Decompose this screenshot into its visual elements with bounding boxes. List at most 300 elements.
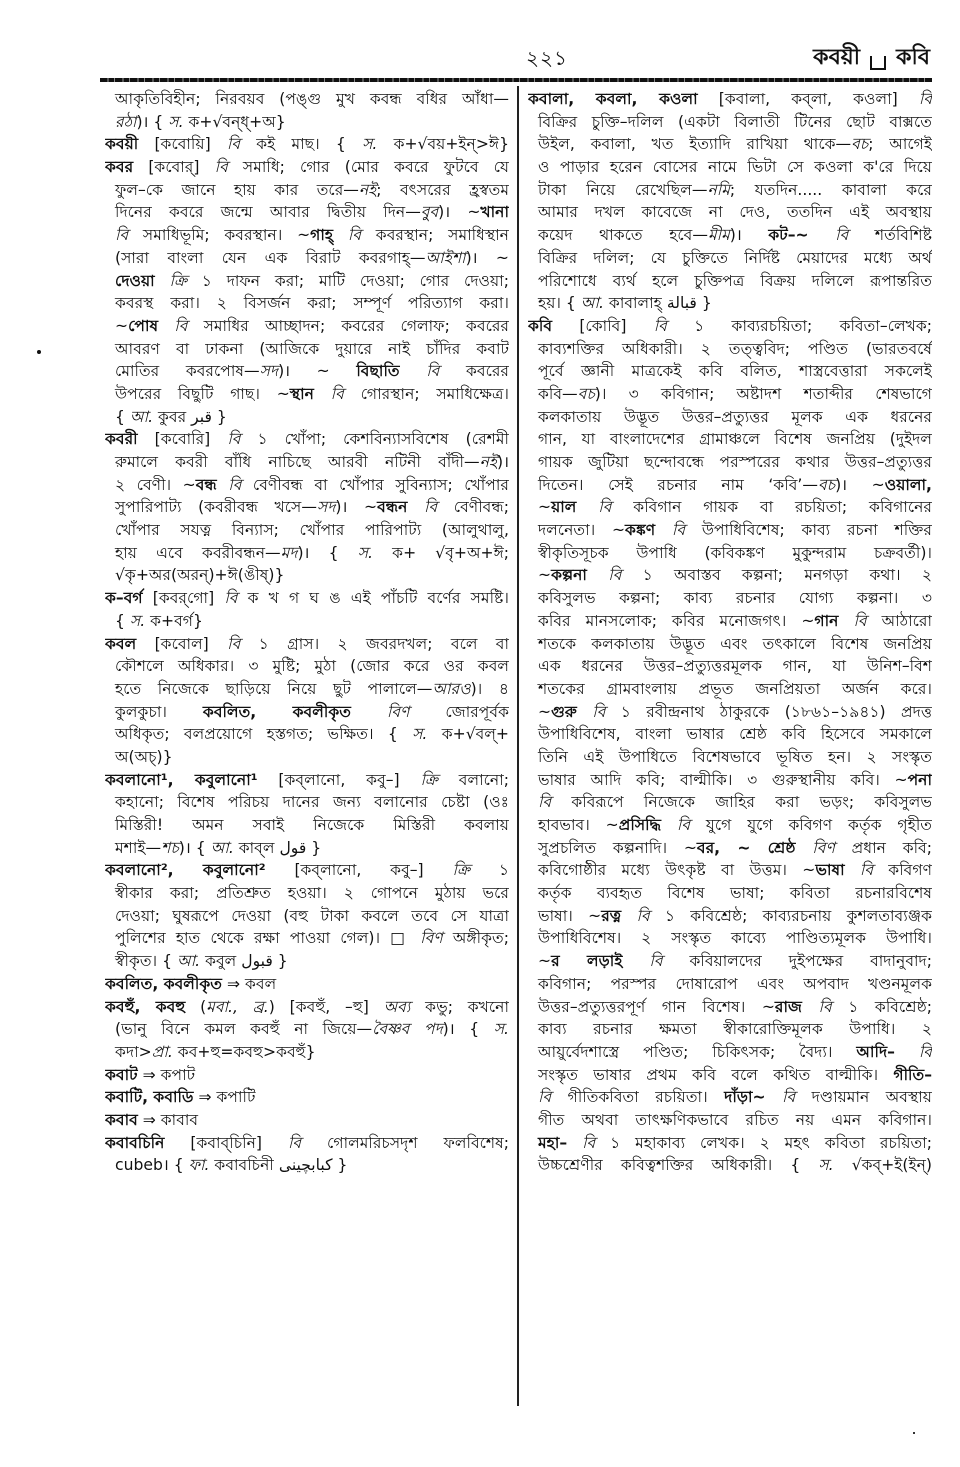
headword: কবলানো², কবুলানো² [105,861,266,880]
definition-text: সমাধিভূমি; কবরস্থান। ~ [128,226,311,245]
dictionary-line [105,179,509,202]
dictionary-line [528,701,932,724]
definition-text: তিনি এই উপাধিতে বিশেষভাবে ভূষিত হন। ২ সংস্কৃত [538,747,932,766]
definition-text: [কবর্‌গো] [142,589,225,608]
headword: দাঁড়া~ [724,1088,766,1107]
italic-label: নই [358,180,377,199]
headword: কবল [105,634,137,653]
definition-text: ক+ √বৃ+অ+ঈ; [373,543,509,562]
dictionary-line [528,542,932,565]
italic-label: স. [357,543,373,562]
italic-label: বুব [420,203,439,222]
italic-label: স. [818,1156,834,1175]
headword: কবলানো¹, কবুলানো¹ [105,770,258,789]
dictionary-line [528,338,932,361]
dictionary-line [105,814,509,837]
italic-label: বি [287,1133,302,1152]
headword: কবাব [105,1110,138,1129]
headword: কবাট [105,1065,138,1084]
definition-text: ) [কবহুঁ, –হু] [268,997,384,1016]
dictionary-line [105,406,509,429]
dictionary-line [528,655,932,678]
definition-text: কদা> [115,1042,152,1061]
definition-text: ২ বেণী। ~ [115,475,196,494]
headword: দেওয়া [115,271,155,290]
italic-label: অব্য [383,997,411,1016]
definition-text: )। { [442,1020,494,1039]
dictionary-line [528,247,932,270]
definition-text: আকৃতিবিহীন; নিরবয়ব (পঙ্গু মুখ কবন্ধ বধির আঁধা— [115,90,509,108]
definition-text: আয়ুর্বেদশাস্ত্রে পণ্ডিত; চিকিৎসক; বৈদ্য। [538,1042,857,1061]
dictionary-line [528,156,932,179]
definition-text: প্রধান কবি; [834,838,932,857]
italic-label: বচ [817,475,836,494]
page-number: ২২১ [526,46,568,70]
definition-text: ~ [115,316,129,335]
italic-label: স. [493,1020,509,1039]
italic-label: মদ [280,543,298,562]
dictionary-line [105,633,509,656]
dictionary-line [105,905,509,928]
dictionary-line [528,428,932,451]
definition-text: উত্তর–প্রত্যুত্তরপূর্ণ গান বিশেষ। ~ [538,997,775,1016]
definition-text: ~ [538,702,552,721]
italic-label: বি [227,430,241,449]
definition-text: ⇒ কপাটি [193,1088,256,1107]
italic-label: আ. [210,838,234,857]
definition-text: জোরপূর্বক [409,702,509,721]
dictionary-line [528,950,932,973]
dictionary-line [528,179,932,202]
definition-text: ভাষা। ~ [538,906,602,925]
definition-text: ১ কবিশ্রেষ্ঠ; [831,997,932,1016]
definition-text: সুপারিপাট্য (কবরীবন্ধ খসে— [115,498,317,517]
italic-label: ক্রি [420,770,438,789]
definition-text: [কবোরি] [137,430,228,449]
definition-text: ১ খোঁপা; কেশবিন্যাসবিশেষ (রেশমী [240,430,509,449]
italic-label: ফা. [188,1156,210,1175]
definition-text: কবি— [538,384,578,403]
definition-text: কবরের [439,362,509,381]
dictionary-line [528,360,932,383]
dictionary-line [105,701,509,724]
guide-separator-icon [870,56,886,70]
dictionary-line [105,1064,509,1087]
headword: কবয়ী [105,135,139,154]
dictionary-line [105,587,509,610]
definition-text: কবিসুলভ কল্পনা; কাব্য রচনার যোগ্য কল্পনা। ৩ [538,589,932,608]
definition-text: এক ধরনের উত্তর–প্রত্যুত্তরমূলক গান, যা উনিশ–বিশ [538,657,932,676]
italic-label: বি [661,816,691,834]
dictionary-line [105,315,509,338]
definition-text: উপরের বিছুটি গাছ। ~ [115,384,290,403]
definition-text: √কব্+ই(ইন্) [833,1156,932,1175]
definition-text: কবুল قبول } [200,952,288,971]
italic-label: আ. [580,294,604,313]
dictionary-line [105,610,509,633]
headword: কবলিত, কবলীকৃত [202,702,351,721]
dictionary-line [105,1132,509,1155]
italic-label: আ. [176,952,201,971]
italic-label: বি [586,566,622,585]
italic-label: ক্রি [154,271,188,290]
italic-label: প্রা. [151,1042,173,1061]
headword: কবি [528,316,553,335]
definition-text: টাকা নিয়ে রেখেছিল— [538,180,708,199]
header-rule [100,78,932,82]
definition-text: হয়। { [538,294,581,313]
definition-text: অধিকৃত; বলপ্রয়োগে হস্তগত; ভক্ষিত। { [115,725,413,744]
dictionary-line [528,973,932,996]
italic-label: বি [214,158,228,177]
definition-text: )। [497,453,509,471]
definition-text: ১ কবিশ্রেষ্ঠ; কাব্যরচনায় কুশলতাব্যঞ্জক [649,906,932,925]
dictionary-line [528,474,932,497]
headword: আদি– [856,1042,895,1061]
headword: স্থান [289,384,314,403]
definition-text: ক+√বয়+ইন্>ঈ} [377,135,509,154]
dictionary-line [105,769,509,792]
dictionary-line [105,1109,509,1132]
dictionary-line [105,564,509,587]
definition-text: √কৃ+অর(অরন্)+ঈ(ঙীষ্)} [115,566,285,585]
headword: পনা [907,770,932,789]
italic-label: বচ [851,135,869,154]
definition-text: রুমালে কবরী বাঁধি নাচিছে আরবী নটিনী বাঁদী— [115,453,480,471]
definition-text: দিনের কবরে জন্মে আবার দ্বিতীয় দিন— [115,203,421,222]
definition-text: [কবোল] [136,634,228,653]
definition-text: কবিয়ালদের দুইপক্ষের বাদানুবাদ; [662,952,932,971]
italic-label: বি [538,793,552,812]
definition-text: কবাবচিনী کبابچینی } [209,1156,348,1175]
italic-label: বি [538,1088,552,1107]
definition-text: ক খ গ ঘ ঙ এই পাঁচটি বর্ণের সমষ্টি। [237,589,509,608]
definition-text: কাব্য রচনার ক্ষমতা স্বীকারোক্তিমূলক উপাধি। ২ [538,1020,932,1039]
dictionary-line [105,338,509,361]
definition-text: ~ [538,566,552,585]
dictionary-line [528,1041,932,1064]
dictionary-line [105,383,509,406]
definition-text: পূর্বে জ্ঞানী মাত্রকেই কবি বলিত, শাস্ত্রবেত্তারা সকলেই [538,362,932,381]
definition-text: { [115,611,130,630]
definition-text: ক+বর্গ} [145,611,203,630]
dictionary-line [528,224,932,247]
definition-text: সমাধি; গোর (মোর কবরে ফুটবে যে [227,158,509,177]
definition-text: ( [185,997,207,1016]
definition-text: )। [729,226,769,245]
definition-text: বেণীবন্ধ বা খোঁপার সুবিন্যাস; খোঁপার [241,475,509,494]
definition-text: [কবোর্] [133,158,215,177]
definition-text: আঠারো [866,611,932,630]
definition-text: কাব্‌ল قول } [233,838,322,857]
headword: বন্ধ [195,475,217,494]
definition-text: দণ্ডায়মান অবস্থায় [795,1088,932,1107]
headword: রাজ [774,997,802,1016]
definition-text: )। ~ [278,362,357,381]
definition-text: দলনেতা। ~ [538,521,626,540]
definition-text: শতকে কলকাতায় উদ্ভূত এবং তৎকালে বিশেষ জনপ্রিয় [538,634,932,653]
dictionary-line [105,496,509,519]
definition-text: [কব্‌লানো, কবু–] [257,770,421,789]
definition-text: গোরস্থান; সমাধিক্ষেত্র। [343,384,509,403]
headword: পোষ [128,316,159,335]
definition-text: শতকের গ্রামবাংলায় প্রভূত জনপ্রিয়তা অর্জন করে। [538,679,932,698]
dictionary-line [528,201,932,224]
definition-text: কবিগণ [873,861,932,880]
dictionary-line [528,451,932,474]
italic-label: বি [226,135,241,154]
headword: বিছাতি [356,362,400,381]
italic-label: বিণ [420,929,443,948]
definition-text: ১ দাফন করা; মাটি দেওয়া; গোর দেওয়া; [187,271,509,290]
italic-label: বি [655,521,686,540]
dictionary-line [528,1086,932,1109]
italic-label: আ. [129,407,154,426]
definition-text: কবিগোষ্ঠীর মধ্যে উৎকৃষ্ট বা উত্তম। ~ [538,861,816,880]
italic-label: বিণ [350,702,410,721]
dictionary-line [105,247,509,270]
definition-text: সংস্কৃত ভাষার প্রথম কবি বলে কথিত বাল্মীকি। [538,1065,894,1084]
italic-label: নই [479,453,497,471]
definition-text: কব+হু=কবহু>কবহুঁ} [172,1042,316,1061]
definition-text: ; যতদিন..... কাবালা করে [729,180,932,199]
headword: কবরী [105,430,138,449]
definition-text: [কোবি] [552,316,654,335]
dictionary-line [105,519,509,542]
definition-text: দিতেন। সেই রচনার নাম ‘কবি’— [538,475,818,494]
dictionary-line [105,859,509,882]
italic-label: স. [168,112,184,131]
definition-text: সমাধির আচ্ছাদন; কবরের গেলাফ; কবরের [187,316,509,335]
definition-text: উপাধিবিশেষ। ২ সংস্কৃত কাব্যে পাণ্ডিত্যমূলক উপাধি। [538,929,932,948]
italic-label: বি [918,90,932,108]
definition-text: কবিগান; পরস্পর দোষারোপ এবং অপবাদ খণ্ডনমূলক [538,974,932,993]
definition-text: আমার দখল কাবেজে না দেও, ততদিন এই অবস্থায় [538,203,932,222]
headword: গান [814,611,839,630]
definition-text: ১ [470,861,509,880]
italic-label: মীম [707,226,730,245]
definition-text: ভাষার আদি কবি; বাল্মীকি। ৩ গুরুস্থানীয় কবি। ~ [538,770,908,789]
guide-word-last: কবি [896,45,930,70]
dictionary-line [528,564,932,587]
dictionary-line [105,111,509,134]
definition-text: cubeb। { [115,1156,189,1175]
column-divider [517,86,519,1406]
dictionary-line [105,292,509,315]
dictionary-line [528,88,932,111]
italic-label: বি [808,226,849,245]
definition-text: খোঁপার সযত্ন বিন্যাস; খোঁপার পারিপাট্য (আলুথালু, [115,521,509,540]
italic-label: বচ [577,384,595,403]
dictionary-line [105,723,509,746]
definition-text: স্বীকৃত। { [115,952,177,971]
dictionary-line [528,1064,932,1087]
dictionary-line [528,1018,932,1041]
headword: কল্পনা [551,566,587,585]
dictionary-line [528,383,932,406]
definition-text: কই মাছ। { [240,135,363,154]
dictionary-line [105,927,509,950]
definition-text: কহানো; বিশেষ পরিচয় দানের জন্য বলানোর চেষ্টা (ওঃ [115,793,509,812]
italic-label: স. [129,611,146,630]
definition-text: কভু; কখনো [410,997,509,1016]
italic-label: স. [362,135,378,154]
definition-text: উইল, কবালা, খত ইত্যাদি রাখিয়া থাকে— [538,135,852,154]
headword: প্রসিদ্ধি [618,816,662,834]
italic-label: বি [765,1088,796,1107]
italic-label: বি [801,997,832,1016]
italic-label: বি [838,611,867,630]
definition-text: )। { [297,543,358,562]
dictionary-line [528,270,932,293]
dictionary-line [528,814,932,837]
headword: ক–বর্গ [105,589,143,608]
definition-text: যুগে যুগে কবিগণ কর্তৃক গৃহীত [690,816,932,834]
definition-text: অ(অচ্)} [115,747,173,766]
headword: র লড়াই [551,952,623,971]
definition-text: )। ৩ কবিগান; অষ্টাদশ শতাব্দীর শেষভাগে [594,384,932,403]
headword: কবাটি, কবাডি [105,1088,194,1107]
definition-text: পরিশোধে ব্যর্থ হলে চুক্তিপত্র বিক্রয় দলিলে রূপান্তরিত [538,271,932,290]
definition-text: কয়েদ থাকতে হবে— [538,226,708,245]
dictionary-line [528,996,932,1019]
definition-text: ⇒ কপাট [137,1065,196,1084]
headword: গুরু [551,702,577,721]
dictionary-line [528,746,932,769]
guide-words [813,40,930,77]
italic-label: বি [399,362,440,381]
definition-text: ⇒ কবল [222,974,277,993]
dictionary-line [528,406,932,429]
headword: কবাবচিনি [105,1133,165,1152]
definition-text: উচ্চশ্রেণীর কবিত্বশক্তির অধিকারী। { [538,1156,819,1175]
dictionary-line [105,270,509,293]
italic-label: বি [621,906,650,925]
dictionary-line [105,451,509,474]
dictionary-line [528,133,932,156]
definition-text: )। { [136,112,169,131]
italic-label: বি [653,316,667,335]
dictionary-line [528,1154,932,1177]
italic-label: বি [224,589,238,608]
definition-text: উপাধিবিশেষ; কাব্য রচনা শক্তির [685,521,932,540]
dictionary-line [105,1086,509,1109]
headword: য়াল [551,498,577,517]
dictionary-line [105,882,509,905]
headword: কঙ্কণ [625,521,656,540]
scan-speck [913,1432,915,1434]
dictionary-line [528,519,932,542]
headword: কবালা, কবলা, কওলা [528,90,698,108]
definition-text: কুবর قبر } [153,407,227,426]
headword: ওয়ালা, [884,475,932,494]
definition-text: ; আগেই [868,135,932,154]
dictionary-line [528,633,932,656]
headword: কট–~ [768,226,809,245]
dictionary-line [528,882,932,905]
definition-text: বিক্রির চুক্তি–দলিল (একটা বিলাতী টিনের ছোট বাক্সতে [538,112,932,131]
definition-text: ; বৎসরের হ্রস্বতম [376,180,509,199]
dictionary-line [105,542,509,565]
dictionary-line [528,292,932,315]
definition-text: কবির মানসলোক; কবির মনোজগৎ। ~ [538,611,815,630]
dictionary-line [528,315,932,338]
italic-label: বি [844,861,874,880]
dictionary-line [528,1109,932,1132]
headword: বর, ~ শ্রেষ্ঠ [696,838,796,857]
definition-text: ~ [538,952,552,971]
definition-text: অঙ্গীকৃত; [442,929,509,948]
italic-label: আইশা [425,248,466,267]
italic-label: নমি [707,180,730,199]
definition-text: )। ~ [835,475,885,494]
definition-text: (ভানু বিনে কমল কবহুঁ না জিয়ে— [115,1020,373,1039]
definition-text: শর্তবিশিষ্ট [848,226,932,245]
italic-label: রঠা [115,112,137,131]
definition-text: ক+√বন্ধ্+অ} [183,112,286,131]
definition-text: [কবোয়ি] [138,135,227,154]
definition-text: ১ গ্রাস। ২ জবরদখল; বলে বা [240,634,509,653]
definition-text: কর্তৃক ব্যবহৃত বিশেষ ভাষা; কবিতা রচনারবিশেষ [538,884,932,903]
italic-label: বি [227,634,241,653]
italic-label: বি [567,1133,596,1152]
headword: রত্ন [601,906,622,925]
dictionary-line [105,156,509,179]
headword: কবর [105,158,134,177]
italic-label: বি [576,498,612,517]
italic-label: বি [216,475,242,494]
definition-text: কাবালাহ্ قبالة } [603,294,712,313]
dictionary-line [105,973,509,996]
headword: গাহ্ [310,226,334,245]
dictionary-line [528,769,932,792]
italic-label: বি [407,498,438,517]
definition-text: ১ রবীন্দ্রনাথ ঠাকুরকে (১৮৬১–১৯৪১) প্রদত্ত [605,702,932,721]
headword: বন্ধন [377,498,408,517]
italic-label: বৈষ্ণব পদ [372,1020,443,1039]
definition-text: গায়ক জুটিয়া ছন্দোবন্ধে পরস্পরের কথার উত্তর–প্রত্যুত্তর [538,453,932,471]
headword: গীতি– [893,1065,932,1084]
definition-text: হায় এবে কবরীবন্ধন— [115,543,281,562]
italic-label: বি [333,226,362,245]
dictionary-line [105,655,509,678]
definition-text: দেওয়া; ঘুষরূপে দেওয়া (বহু টাকা কবলে তবে সে যাত্রা [115,906,509,925]
dictionary-line [105,201,509,224]
dictionary-line [105,360,509,383]
definition-text: হাবভাব। ~ [538,816,619,834]
left-column [105,88,509,1177]
italic-label: বি [576,702,606,721]
headword: খানা [480,203,509,222]
dictionary-line [105,133,509,156]
dictionary-line [528,111,932,134]
definition-text: বলানো; [437,770,509,789]
guide-word-first: কবয়ী [813,45,861,70]
italic-label: বি [158,316,188,335]
dictionary-line [528,723,932,746]
definition-text: ~ [538,498,552,517]
definition-text: { [115,407,130,426]
italic-label: বি [115,226,129,245]
italic-label: আরও [432,679,471,698]
definition-text: ১ মহাকাব্য লেখক। ২ মহৎ কবিতা রচয়িতা; [595,1133,932,1152]
dictionary-line [105,791,509,814]
definition-text: (সারা বাংলা যেন এক বিরাট কবরগাহ্— [115,248,426,267]
headword: মহা– [538,1133,568,1152]
definition-text: )। ~ [335,498,378,517]
definition-text: বিক্রির দলিল; যে চুক্তিতে নির্দিষ্ট মেয়াদের মধ্যে অর্থ [538,248,932,267]
definition-text: হতে নিজেকে ছাড়িয়ে নিয়ে ছুট পালালে— [115,679,433,698]
